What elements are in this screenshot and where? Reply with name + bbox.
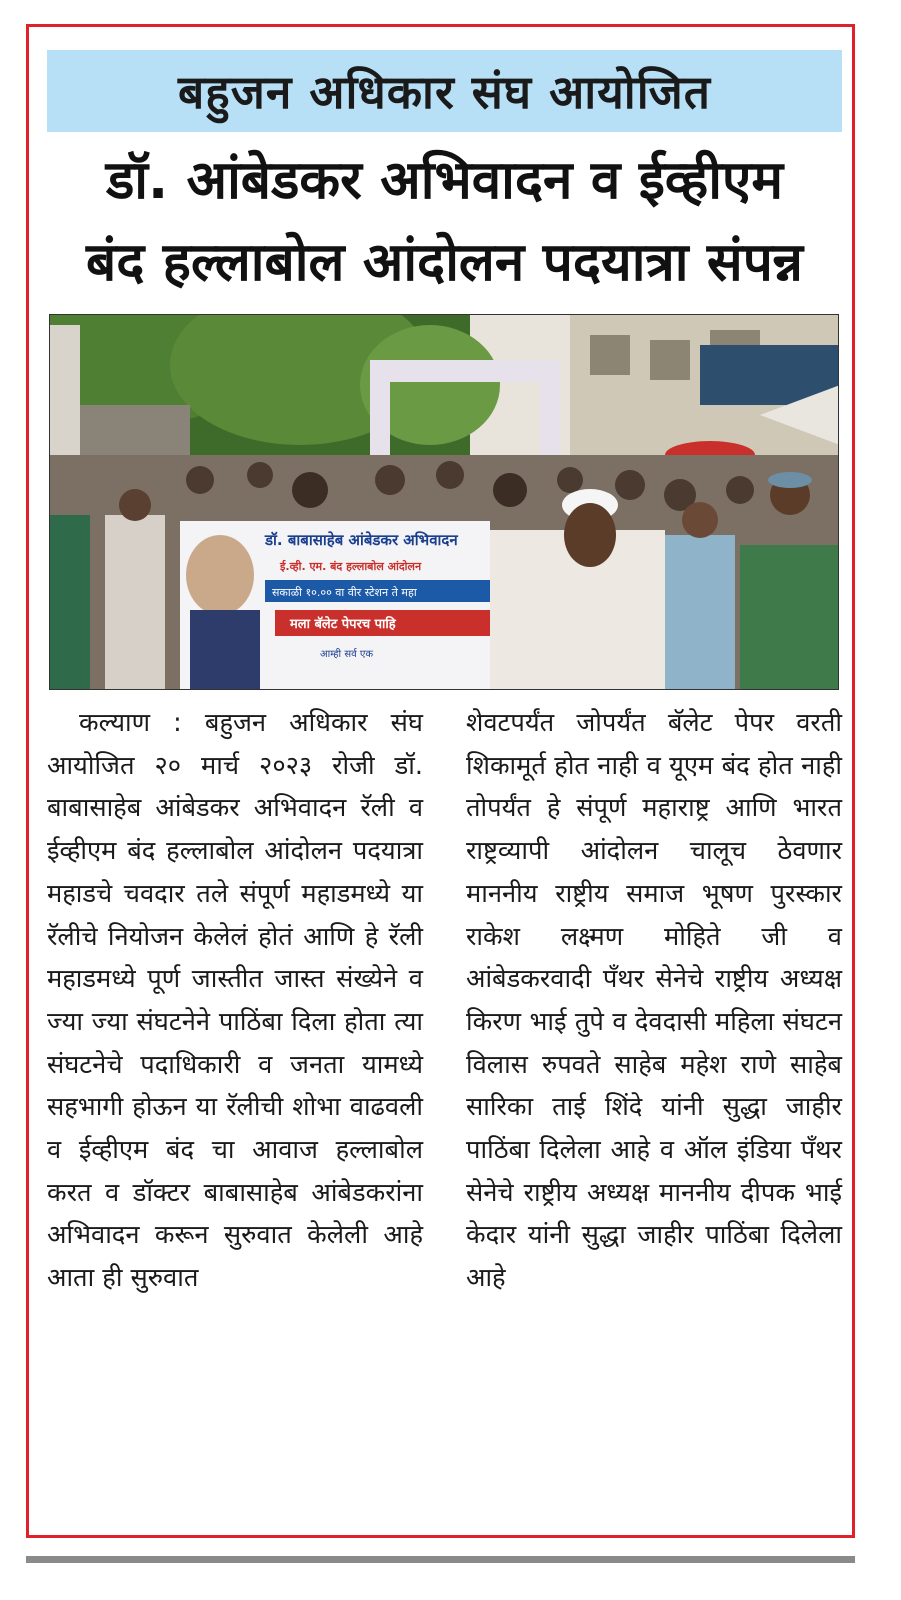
rally-photo [49,314,839,690]
banner-line-2: ई.व्ही. एम. बंद हल्लाबोल आंदोलन [280,560,422,573]
article-headline [47,138,842,306]
article-body-column-left [47,702,423,1300]
article-paragraph: कल्याण : बहुजन अधिकार संघ आयोजित २० मार्च २०२३ रोजी डॉ. बाबासाहेब आंबेडकर अभिवादन रॅली व ईव्हीएम बंद हल्लाबोल आंदोलन पदयात्रा महाडचे चवदार तले संपूर्ण महाडमध्ये या रॅलीचे नियोजन केलेलं होतं आणि हे रॅली महाडमध्ये पूर्ण जास्तीत जास्त संख्येने व ज्या ज्या संघटनेने पाठिंबा दिला होता त्या संघटनेचे पदाधिकारी व जनता यामध्ये सहभागी होऊन या रॅलीची शोभा वाढवली व ईव्हीएम बंद चा आवाज हल्लाबोल करत व डॉक्टर बाबासाहेब आंबेडकरांना अभिवादन करून सुरुवात केलेली आहे आता ही सुरुवात [47,708,423,1294]
banner-line-5: आम्ही सर्व एक [320,649,374,660]
article-body-column-right [466,702,842,1300]
headline-line-2: बंद हल्लाबोल आंदोलन पदयात्रा संपन्न [85,232,804,293]
banner-line-3: सकाळी १०.०० वा वीर स्टेशन ते महा [272,586,417,599]
banner-line-4: मला बॅलेट पेपरच पाहि [290,617,396,632]
article-paragraph: शेवटपर्यंत जोपर्यंत बॅलेट पेपर वरती शिकामूर्त होत नाही व यूएम बंद होत नाही तोपर्यंत हे संपूर्ण महाराष्ट्र आणि भारत राष्ट्रव्यापी आंदोलन चालूच ठेवणार माननीय राष्ट्रीय समाज भूषण पुरस्कार राकेश लक्ष्मण मोहिते जी व आंबेडकरवादी पँथर सेनेचे राष्ट्रीय अध्यक्ष किरण भाई तुपे व देवदासी महिला संघटन विलास रुपवते साहेब महेश राणे साहेब सारिका ताई शिंदे यांनी सुद्धा जाहीर पाठिंबा दिलेला आहे व ऑल इंडिया पँथर सेनेचे राष्ट्रीय अध्यक्ष माननीय दीपक भाई केदार यांनी सुद्धा जाहीर पाठिंबा दिलेला आहे [466,708,842,1294]
headline-line-1: डॉ. आंबेडकर अभिवादन व ईव्हीएम [105,150,784,211]
page-divider [26,1556,855,1563]
banner-line-1: डॉ. बाबासाहेब आंबेडकर अभिवादन [265,531,458,549]
article-kicker: बहुजन अधिकार संघ आयोजित [47,50,842,132]
